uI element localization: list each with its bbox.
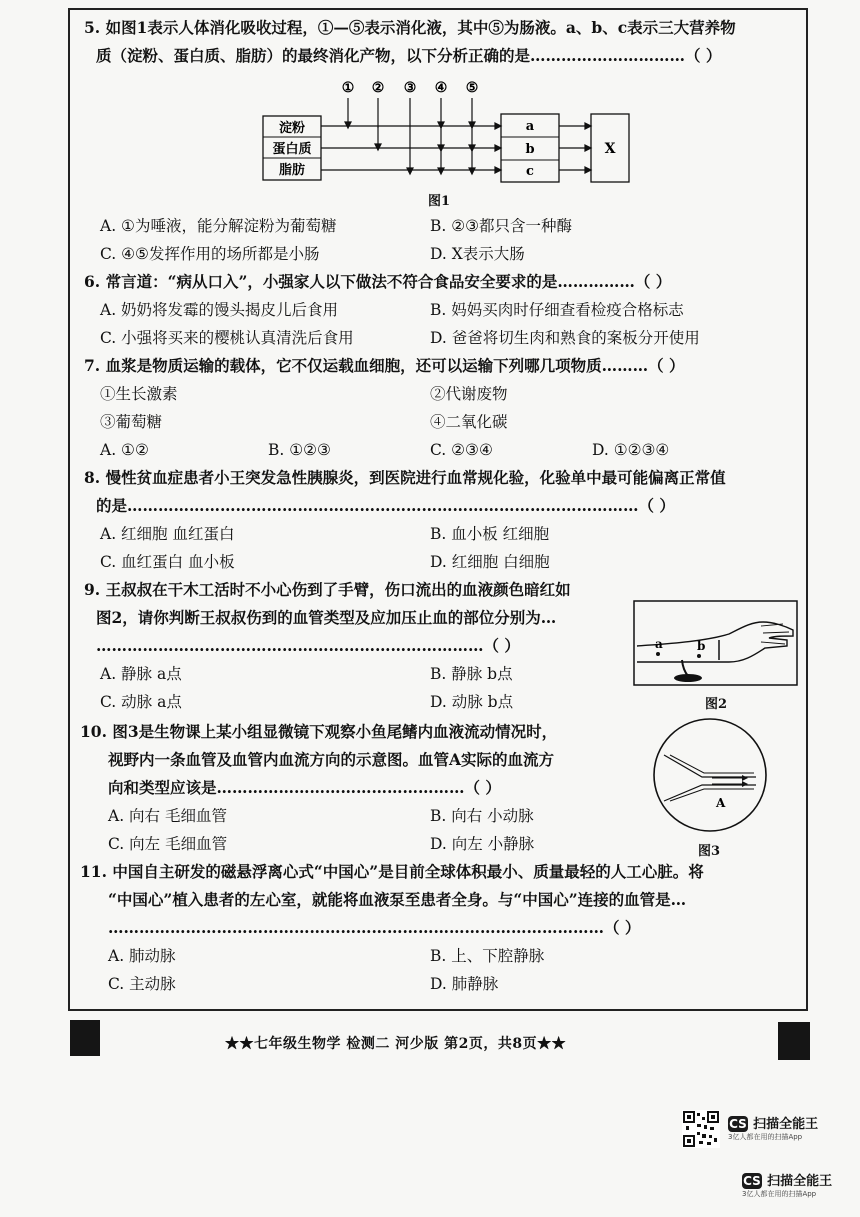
q7-item-2: ②代谢废物 xyxy=(430,385,508,403)
q9-option-b[interactable]: B. 静脉 b点 xyxy=(430,665,513,683)
page-footer: ★★七年级生物学 检测二 河少版 第2页，共8页★★ xyxy=(225,1036,567,1052)
q7-option-d[interactable]: D. ①②③④ xyxy=(592,441,670,459)
q6-option-c[interactable]: C. 小强将买来的樱桃认真清洗后食用 xyxy=(100,329,354,347)
fig1-x-label: X xyxy=(604,141,616,157)
q10-stem-line2: 视野内一条血管及血管内血流方向的示意图。血管A实际的血流方 xyxy=(108,750,555,769)
registration-mark-left xyxy=(70,1020,100,1056)
fig1-number-5: ⑤ xyxy=(465,80,479,96)
fig1-label-starch: 淀粉 xyxy=(278,121,306,136)
scanner-badge-2 xyxy=(742,1170,832,1199)
q11-stem-line3: ……………………………………………………………………………………（ ） xyxy=(108,918,641,937)
q7-option-a[interactable]: A. ①② xyxy=(100,441,149,459)
fig1-product-c: c xyxy=(526,164,534,179)
q8-option-b[interactable]: B. 血小板 红细胞 xyxy=(430,525,550,543)
q8-option-d[interactable]: D. 红细胞 白细胞 xyxy=(430,553,550,571)
figure-1-digestion-diagram xyxy=(255,76,635,186)
q6-stem: 6. 常言道：“病从口入”，小强家人以下做法不符合食品安全要求的是……………（ ） xyxy=(84,272,672,291)
fig1-number-4: ④ xyxy=(434,80,448,96)
q5-option-b[interactable]: B. ②③都只含一种酶 xyxy=(430,217,573,235)
q11-stem-line2: “中国心”植入患者的左心室，就能将血液泵至患者全身。与“中国心”连接的血管是… xyxy=(108,890,687,909)
q6-option-b[interactable]: B. 妈妈买肉时仔细查看检疫合格标志 xyxy=(430,301,684,319)
scanner-title: 扫描全能王 xyxy=(753,1117,819,1132)
q7-stem: 7. 血浆是物质运输的载体，它不仅运载血细胞，还可以运输下列哪几项物质………（ ） xyxy=(84,356,685,375)
q6-option-a[interactable]: A. 奶奶将发霉的馒头揭皮儿后食用 xyxy=(100,301,339,319)
fig2-point-a: a xyxy=(655,637,663,651)
q8-option-a[interactable]: A. 红细胞 血红蛋白 xyxy=(100,525,235,543)
scanner-badge-1 xyxy=(728,1113,818,1142)
q7-option-b[interactable]: B. ①②③ xyxy=(268,441,331,459)
q5-stem-line1: 5. 如图1表示人体消化吸收过程，①—⑤表示消化液，其中⑤为肠液。a、b、c表示三大营养物 xyxy=(84,18,736,37)
qr-code-icon xyxy=(682,1110,720,1148)
q10-option-a[interactable]: A. 向右 毛细血管 xyxy=(108,807,227,825)
q5-stem-line2: 质（淀粉、蛋白质、脂肪）的最终消化产物，以下分析正确的是…………………………（ ） xyxy=(96,46,722,65)
q9-option-a[interactable]: A. 静脉 a点 xyxy=(100,665,182,683)
q11-option-b[interactable]: B. 上、下腔静脉 xyxy=(430,947,545,965)
q7-option-c[interactable]: C. ②③④ xyxy=(430,441,493,459)
q9-option-c[interactable]: C. 动脉 a点 xyxy=(100,693,182,711)
q10-option-d[interactable]: D. 向左 小静脉 xyxy=(430,835,535,853)
figure-1-caption: 图1 xyxy=(428,194,451,209)
q9-stem-line3: …………………………………………………………………（ ） xyxy=(96,636,520,655)
scanner-subtitle-2: 3亿人都在用的扫描App xyxy=(742,1190,817,1198)
q11-option-a[interactable]: A. 肺动脉 xyxy=(108,947,176,965)
q8-stem-line2: 的是………………………………………………………………………………………（ ） xyxy=(96,496,675,515)
q11-option-c[interactable]: C. 主动脉 xyxy=(108,975,176,993)
fig1-number-3: ③ xyxy=(403,80,417,96)
q10-stem-line3: 向和类型应该是…………………………………………（ ） xyxy=(108,778,501,797)
figure-3-caption: 图3 xyxy=(698,844,721,859)
q8-option-c[interactable]: C. 血红蛋白 血小板 xyxy=(100,553,235,571)
q6-option-d[interactable]: D. 爸爸将切生肉和熟食的案板分开使用 xyxy=(430,329,700,347)
q5-option-a[interactable]: A. ①为唾液，能分解淀粉为葡萄糖 xyxy=(100,217,337,235)
q9-stem-line1: 9. 王叔叔在干木工活时不小心伤到了手臂，伤口流出的血液颜色暗红如 xyxy=(84,580,571,599)
q11-option-d[interactable]: D. 肺静脉 xyxy=(430,975,499,993)
q7-item-3: ③葡萄糖 xyxy=(100,413,163,431)
fig2-point-b: b xyxy=(697,639,706,653)
q10-option-c[interactable]: C. 向左 毛细血管 xyxy=(108,835,228,853)
fig3-vessel-a-label: A xyxy=(716,796,726,810)
q7-item-1: ①生长激素 xyxy=(100,385,178,403)
q10-option-b[interactable]: B. 向右 小动脉 xyxy=(430,807,534,825)
q7-item-4: ④二氧化碳 xyxy=(430,413,508,431)
scanner-title-2: 扫描全能王 xyxy=(767,1174,833,1189)
q9-option-d[interactable]: D. 动脉 b点 xyxy=(430,693,514,711)
q11-stem-line1: 11. 中国自主研发的磁悬浮离心式“中国心”是目前全球体积最小、质量最轻的人工心脏。将 xyxy=(80,862,704,881)
fig1-product-a: a xyxy=(525,119,535,134)
figure-3-microscope-view xyxy=(650,715,770,835)
q5-option-c[interactable]: C. ④⑤发挥作用的场所都是小肠 xyxy=(100,245,320,263)
cs-logo-icon-2: CS xyxy=(743,1174,761,1188)
scanner-subtitle: 3亿人都在用的扫描App xyxy=(728,1133,803,1141)
fig1-label-protein: 蛋白质 xyxy=(272,142,312,157)
fig1-label-fat: 脂肪 xyxy=(278,163,306,178)
fig1-product-b: b xyxy=(525,142,535,157)
registration-mark-right xyxy=(778,1022,810,1060)
cs-logo-icon: CS xyxy=(729,1117,747,1131)
figure-2-arm-wound xyxy=(633,600,798,690)
q10-stem-line1: 10. 图3是生物课上某小组显微镜下观察小鱼尾鳍内血液流动情况时， xyxy=(80,722,558,741)
q5-option-d[interactable]: D. X表示大肠 xyxy=(430,245,525,263)
figure-2-caption: 图2 xyxy=(705,697,728,712)
q9-stem-line2: 图2，请你判断王叔叔伤到的血管类型及应加压止血的部位分别为… xyxy=(96,608,557,627)
fig1-number-1: ① xyxy=(341,80,355,96)
fig1-number-2: ② xyxy=(371,80,385,96)
q8-stem-line1: 8. 慢性贫血症患者小王突发急性胰腺炎，到医院进行血常规化验，化验单中最可能偏离正常值 xyxy=(84,468,726,487)
